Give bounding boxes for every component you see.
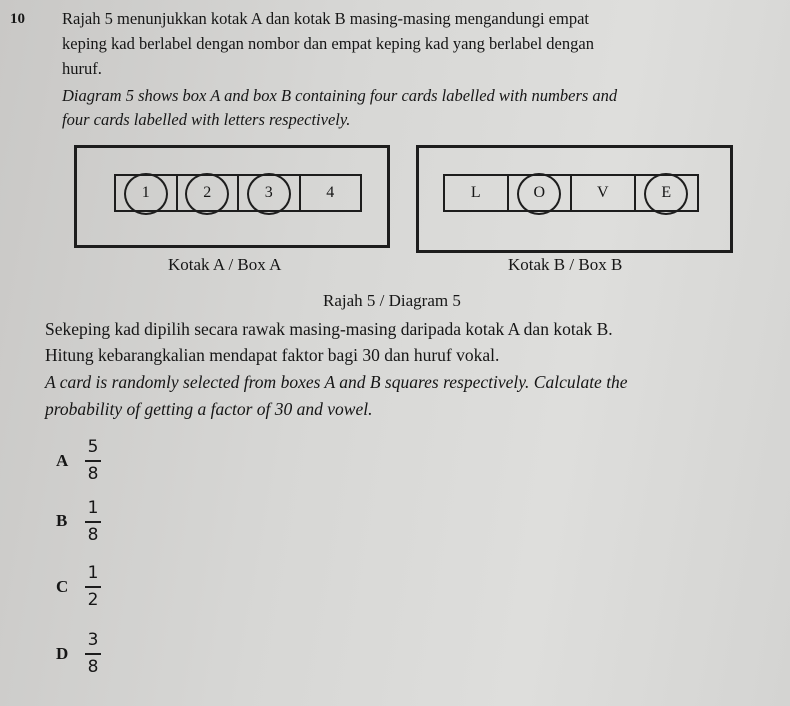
card-label: 4 — [326, 184, 335, 201]
box-b-caption: Kotak B / Box B — [508, 255, 623, 274]
question-malay-line-2: keping kad berlabel dengan nombor dan empat keping kad yang berlabel dengan — [62, 34, 594, 53]
option-c-fraction[interactable] — [84, 563, 102, 610]
box-a — [74, 145, 390, 248]
option-d-numerator: 3 — [87, 630, 99, 650]
option-d-denominator: 8 — [87, 657, 99, 677]
option-c-letter[interactable]: C — [56, 577, 69, 596]
box-a-caption: Kotak A / Box A — [168, 255, 282, 274]
instruction-english-line-1: A card is randomly selected from boxes A and B squares respectively. Calculate the — [45, 372, 628, 392]
card-b-2 — [509, 176, 573, 210]
fraction-bar — [85, 586, 101, 588]
card-label: 1 — [141, 184, 150, 201]
card-a-4 — [301, 176, 361, 210]
fraction-bar — [85, 653, 101, 655]
instruction-malay-line-2: Hitung kebarangkalian mendapat faktor bagi 30 dan huruf vokal. — [45, 345, 500, 365]
option-c-denominator: 2 — [87, 590, 99, 610]
fraction-bar — [85, 460, 101, 462]
option-a-letter[interactable]: A — [56, 451, 69, 470]
option-b-fraction[interactable] — [84, 498, 102, 545]
question-malay-line-1: Rajah 5 menunjukkan kotak A dan kotak B masing-masing mengandungi empat — [62, 9, 589, 28]
option-b-numerator: 1 — [87, 498, 99, 518]
option-a-denominator: 8 — [87, 464, 99, 484]
option-c-numerator: 1 — [87, 563, 99, 583]
fraction-bar — [85, 521, 101, 523]
card-label: 2 — [203, 184, 212, 201]
question-english-line-2: four cards labelled with letters respectively. — [62, 110, 351, 129]
card-a-2 — [178, 176, 240, 210]
option-d-letter[interactable]: D — [56, 644, 69, 663]
instruction-english-line-2: probability of getting a factor of 30 and vowel. — [45, 399, 373, 419]
card-label: O — [533, 184, 546, 201]
card-a-1 — [116, 176, 178, 210]
diagram-title: Rajah 5 / Diagram 5 — [323, 291, 461, 310]
option-a-numerator: 5 — [87, 437, 99, 457]
card-label: V — [596, 184, 609, 201]
card-label: E — [661, 184, 672, 201]
option-d-fraction[interactable] — [84, 630, 102, 677]
question-english-line-1: Diagram 5 shows box A and box B containing four cards labelled with numbers and — [62, 86, 618, 105]
card-label: 3 — [264, 184, 273, 201]
question-number: 10 — [10, 11, 25, 27]
card-b-1 — [445, 176, 509, 210]
question-malay-line-3: huruf. — [62, 59, 102, 78]
box-b-card-strip — [443, 174, 699, 212]
card-b-3 — [572, 176, 636, 210]
card-a-3 — [239, 176, 301, 210]
instruction-malay-line-1: Sekeping kad dipilih secara rawak masing-masing daripada kotak A dan kotak B. — [45, 319, 613, 339]
box-b — [416, 145, 733, 253]
option-b-letter[interactable]: B — [56, 511, 68, 530]
card-b-4 — [636, 176, 698, 210]
card-label: L — [470, 184, 481, 201]
option-a-fraction[interactable] — [84, 437, 102, 484]
box-a-card-strip — [114, 174, 362, 212]
option-b-denominator: 8 — [87, 525, 99, 545]
